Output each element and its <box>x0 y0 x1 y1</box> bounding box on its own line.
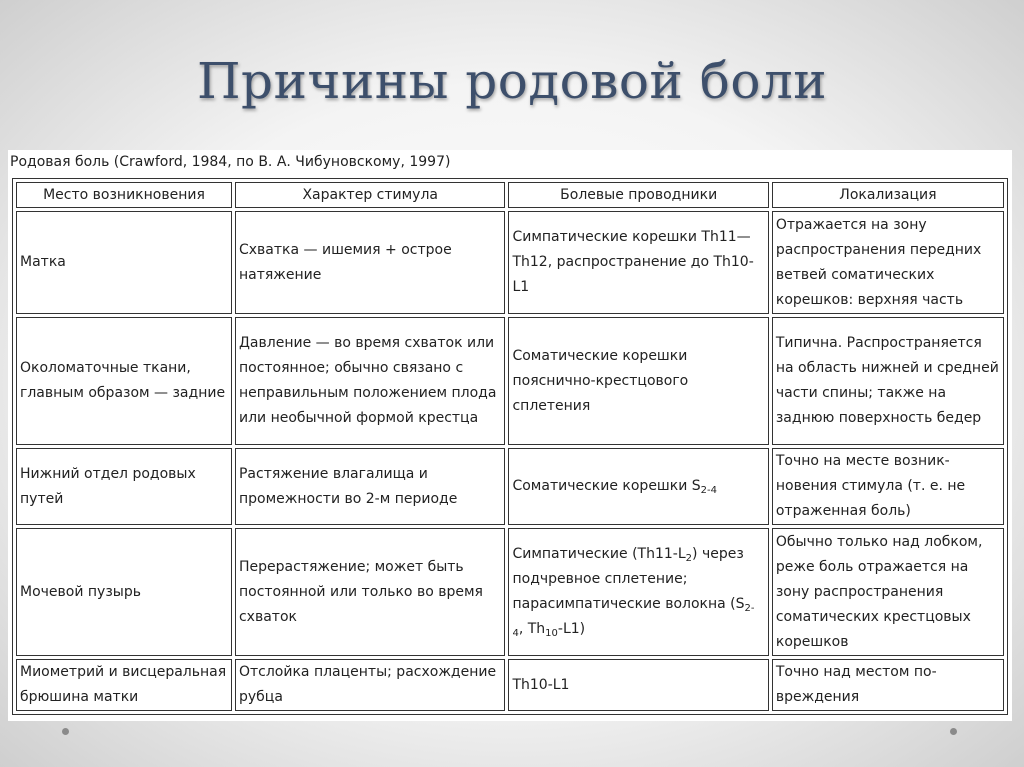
header-stimulus: Характер стимула <box>235 182 505 208</box>
subscript: 2 <box>685 553 693 564</box>
table-row <box>16 211 1004 314</box>
table-row <box>16 448 1004 525</box>
header-localization: Локализация <box>772 182 1004 208</box>
conductors-text: Соматические корешки S <box>512 478 701 494</box>
subscript: 2-4 <box>700 485 717 496</box>
cell-stimulus: Растяжение влагалища и промежности во 2-м периоде <box>235 448 505 525</box>
cell-stimulus: Перерастяжение; может быть постоянной или только во время схваток <box>235 528 505 656</box>
table-row <box>16 317 1004 445</box>
cell-conductors <box>508 448 768 525</box>
subscript: 10 <box>545 628 558 639</box>
cell-conductors <box>508 528 768 656</box>
cell-stimulus: Схватка — ишемия + острое натяжение <box>235 211 505 314</box>
header-conductors: Болевые проводники <box>508 182 768 208</box>
header-place: Место возникновения <box>16 182 232 208</box>
cell-stimulus: Отслойка плаценты; расхождение рубца <box>235 659 505 711</box>
cell-conductors: Симпатические корешки Th11—Th12, распространение до Th10-L1 <box>508 211 768 314</box>
cell-place: Нижний отдел родовых путей <box>16 448 232 525</box>
slide-dot-right <box>950 728 957 735</box>
cell-localization: Точно на месте возник-новения стимула (т. е. не отраженная боль) <box>772 448 1004 525</box>
table-panel <box>8 150 1012 721</box>
table-caption: Родовая боль (Crawford, 1984, по В. А. Чибуновскому, 1997) <box>10 154 451 170</box>
cell-localization: Точно над местом по-вреждения <box>772 659 1004 711</box>
conductors-text: -L1) <box>557 621 586 637</box>
conductors-text: , Th <box>518 621 546 637</box>
slide-title: Причины родовой боли <box>196 52 828 110</box>
cell-localization: Обычно только над лобком, реже боль отражается на зону распространения соматических крестцовых корешков <box>772 528 1004 656</box>
pain-causes-table <box>12 178 1008 715</box>
conductors-text: Симпатические (Th11-L <box>512 546 686 562</box>
table-header-row <box>16 182 1004 208</box>
subscript: 2-4 <box>512 603 755 639</box>
conductors-text: ) через подчревное сплетение; парасимпатические волокна (S <box>512 546 745 612</box>
cell-conductors: Th10-L1 <box>508 659 768 711</box>
slide-dot-left <box>62 728 69 735</box>
cell-place: Матка <box>16 211 232 314</box>
cell-place: Околоматочные ткани, главным образом — задние <box>16 317 232 445</box>
cell-localization: Типична. Распространяется на область нижней и средней части спины; также на заднюю поверхность бедер <box>772 317 1004 445</box>
table-row <box>16 659 1004 711</box>
cell-place: Мочевой пузырь <box>16 528 232 656</box>
cell-place: Миометрий и висцеральная брюшина матки <box>16 659 232 711</box>
cell-localization: Отражается на зону распространения передних ветвей соматических корешков: верхняя часть <box>772 211 1004 314</box>
table-row <box>16 528 1004 656</box>
cell-conductors: Соматические корешки пояснично-крестцового сплетения <box>508 317 768 445</box>
cell-stimulus: Давление — во время схваток или постоянное; обычно связано с неправильным положением плода или необычной формой крестца <box>235 317 505 445</box>
